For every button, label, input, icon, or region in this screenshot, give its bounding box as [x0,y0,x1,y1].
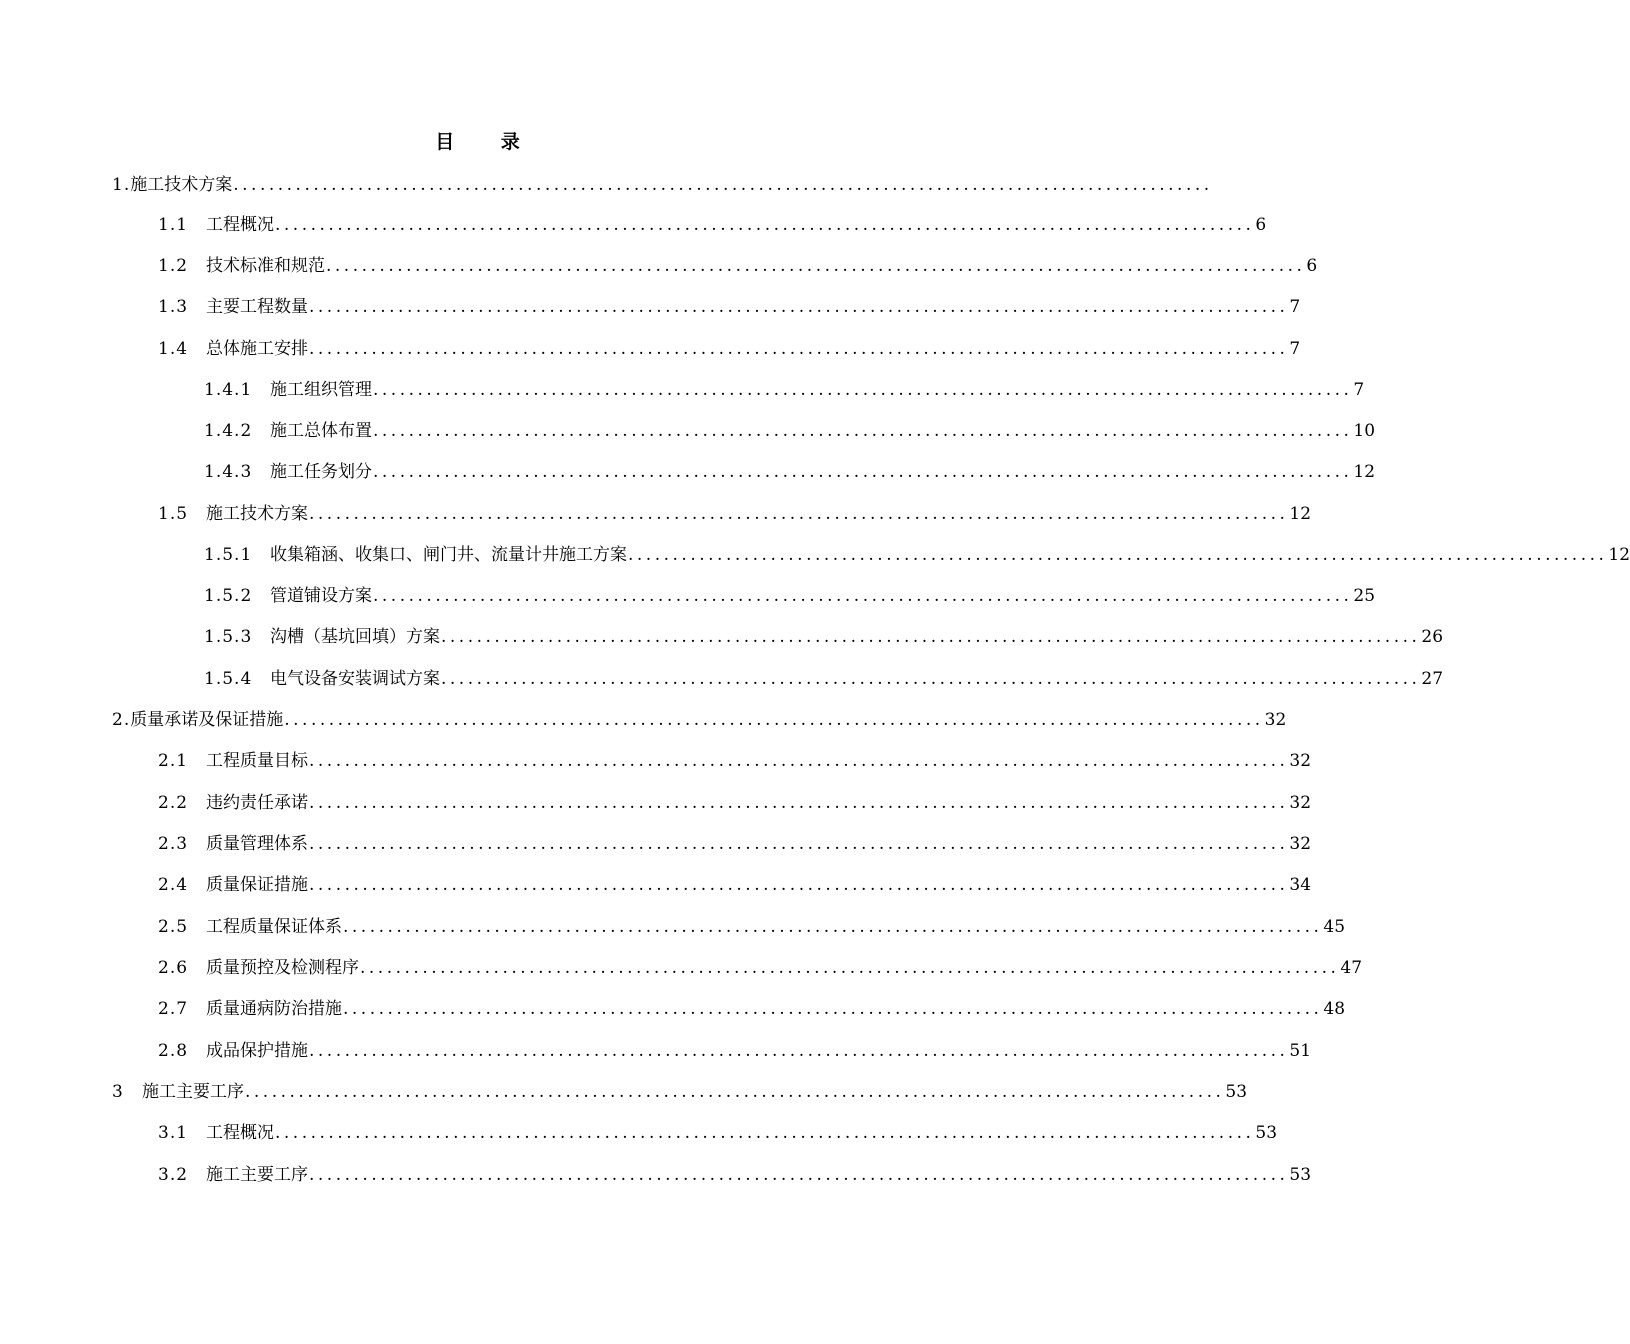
toc-entry[interactable] [158,1161,1312,1189]
toc-leader-dots: .............................................................................................................. [441,627,1421,647]
toc-leader-dots: .............................................................................................................. [245,1082,1225,1102]
toc-leader-dots: .............................................................................................................. [373,421,1353,441]
toc-entry-number: 1.1 [158,215,189,235]
toc-entry-number: 1.5.4 [204,669,253,689]
toc-entry[interactable] [158,913,1346,941]
toc-leader-dots: .............................................................................................................. [309,339,1289,359]
toc-leader-dots: .............................................................................................................. [373,462,1353,482]
toc-leader-dots: .............................................................................................................. [309,875,1289,895]
toc-entry-page: 7 [1289,339,1301,359]
toc-entry-number: 1.2 [158,256,189,276]
toc-entry-page: 7 [1289,297,1301,317]
toc-entry[interactable] [158,995,1346,1023]
toc-entry-number: 3.1 [158,1123,189,1143]
toc-entry[interactable] [158,211,1267,239]
toc-entry[interactable] [204,541,1630,569]
toc-entry-label: 施工技术方案 [130,175,233,195]
toc-entry-label: 成品保护措施 [206,1041,308,1061]
toc-entry[interactable] [112,1078,1248,1106]
toc-entry[interactable] [158,500,1312,528]
toc-entry-number: 2.6 [158,958,189,978]
toc-entry-number: 1.5.3 [204,627,253,647]
toc-entry-label: 施工主要工序 [142,1082,244,1102]
toc-entry-label: 主要工程数量 [206,297,308,317]
toc-entry-label: 施工总体布置 [270,421,372,441]
toc-leader-dots: .............................................................................................................. [309,834,1289,854]
toc-entry-number: 2.2 [158,793,189,813]
toc-entry[interactable] [158,1119,1278,1147]
toc-entry[interactable] [158,871,1312,899]
toc-entry-number: 1.4 [158,339,189,359]
toc-entry[interactable] [112,171,1213,199]
toc-entry-number: 1.5.1 [204,545,253,565]
toc-entry-label: 工程概况 [206,1123,274,1143]
toc-entry-number: 2.4 [158,875,189,895]
toc-entry-number: 1.4.2 [204,421,253,441]
toc-entry[interactable] [158,293,1301,321]
toc-entry-label: 收集箱涵、收集口、闸门井、流量计井施工方案 [270,545,627,565]
toc-leader-dots: .............................................................................................................. [441,669,1421,689]
toc-leader-dots: .............................................................................................................. [309,297,1289,317]
toc-leader-dots: .............................................................................................................. [373,586,1353,606]
toc-entry[interactable] [204,458,1376,486]
toc-entry-label: 技术标准和规范 [206,256,325,276]
toc-entry[interactable] [158,335,1301,363]
toc-entry-page: 53 [1225,1082,1248,1102]
toc-entry-number: 1.4.3 [204,462,253,482]
toc-entry-label: 总体施工安排 [206,339,308,359]
toc-entry[interactable] [204,376,1365,404]
toc-leader-dots: .............................................................................................................. [275,1123,1255,1143]
toc-entry-page: 6 [1255,215,1267,235]
toc-entry-page: 32 [1264,710,1287,730]
toc-entry[interactable] [158,954,1363,982]
toc-entry-number: 1.5 [158,504,189,524]
toc-leader-dots: .............................................................................................................. [343,999,1323,1019]
toc-entry-page: 27 [1421,669,1444,689]
toc-entry-label: 施工技术方案 [206,504,308,524]
toc-entry-page: 47 [1340,958,1363,978]
toc-entry[interactable] [112,706,1287,734]
toc-entry-number: 2.1 [158,751,189,771]
toc-entry-page: 32 [1289,834,1312,854]
toc-entry[interactable] [204,623,1444,651]
toc-entry-label: 施工主要工序 [206,1165,308,1185]
toc-leader-dots: .............................................................................................................. [343,917,1323,937]
toc-entry-page: 6 [1306,256,1318,276]
toc-entry-number: 2.7 [158,999,189,1019]
toc-entry[interactable] [158,252,1318,280]
toc-leader-dots: .............................................................................................................. [309,504,1289,524]
toc-leader-dots: .............................................................................................................. [628,545,1608,565]
toc-entry-label: 电气设备安装调试方案 [270,669,440,689]
toc-entry-page: 53 [1255,1123,1278,1143]
toc-entry-page: 25 [1353,586,1376,606]
toc-entry-page: 32 [1289,793,1312,813]
toc-entry-page: 45 [1323,917,1346,937]
toc-entry[interactable] [158,1037,1312,1065]
toc-entry[interactable] [204,417,1376,445]
toc-entry-number: 2.3 [158,834,189,854]
toc-entry-page: 7 [1353,380,1365,400]
toc-entry-page: 12 [1353,462,1376,482]
toc-leader-dots: .............................................................................................................. [326,256,1306,276]
toc-entry-number: 1.4.1 [204,380,253,400]
toc-entry-label: 沟槽（基坑回填）方案 [270,627,440,647]
toc-entry-number: 2. [112,710,131,730]
toc-entry-label: 管道铺设方案 [270,586,372,606]
toc-entry-page: 10 [1353,421,1376,441]
toc-entry-page: 26 [1421,627,1444,647]
toc-entry-page: 34 [1289,875,1312,895]
toc-leader-dots: .............................................................................................................. [309,751,1289,771]
toc-entry-label: 施工组织管理 [270,380,372,400]
toc-entry-label: 工程质量保证体系 [206,917,342,937]
toc-leader-dots: .............................................................................................................. [373,380,1353,400]
toc-entry-number: 1. [112,175,131,195]
toc-entry-number: 1.5.2 [204,586,253,606]
toc-entry-number: 3.2 [158,1165,189,1185]
toc-entry-label: 质量通病防治措施 [206,999,342,1019]
toc-entry[interactable] [158,789,1312,817]
toc-entry-number: 2.8 [158,1041,189,1061]
toc-leader-dots: .............................................................................................................. [309,793,1289,813]
toc-entry-page: 48 [1323,999,1346,1019]
toc-leader-dots: .............................................................................................................. [309,1165,1289,1185]
toc-leader-dots: .............................................................................................................. [360,958,1340,978]
toc-entry-number: 2.5 [158,917,189,937]
toc-leader-dots: .............................................................................................................. [309,1041,1289,1061]
toc-leader-dots: .............................................................................................................. [233,175,1213,195]
toc-entry-label: 工程质量目标 [206,751,308,771]
toc-leader-dots: .............................................................................................................. [284,710,1264,730]
toc-leader-dots: .............................................................................................................. [275,215,1255,235]
toc-entry-page: 12 [1289,504,1312,524]
toc-title: 目 录 [435,131,540,153]
toc-entry[interactable] [158,830,1312,858]
toc-entry[interactable] [158,747,1312,775]
toc-entry-label: 质量管理体系 [206,834,308,854]
toc-entry-label: 质量预控及检测程序 [206,958,359,978]
toc-entry-label: 质量承诺及保证措施 [130,710,284,730]
toc-entry-page: 51 [1289,1041,1312,1061]
toc-entry-label: 工程概况 [206,215,274,235]
toc-entry-number: 3 [112,1082,124,1102]
toc-entry[interactable] [204,582,1376,610]
toc-entry-number: 1.3 [158,297,189,317]
toc-entry[interactable] [204,665,1444,693]
toc-entry-page: 32 [1289,751,1312,771]
toc-entry-label: 施工任务划分 [270,462,372,482]
toc-entry-label: 质量保证措施 [206,875,308,895]
toc-entry-label: 违约责任承诺 [206,793,308,813]
toc-entry-page: 12 [1608,545,1630,565]
toc-entry-page: 53 [1289,1165,1312,1185]
